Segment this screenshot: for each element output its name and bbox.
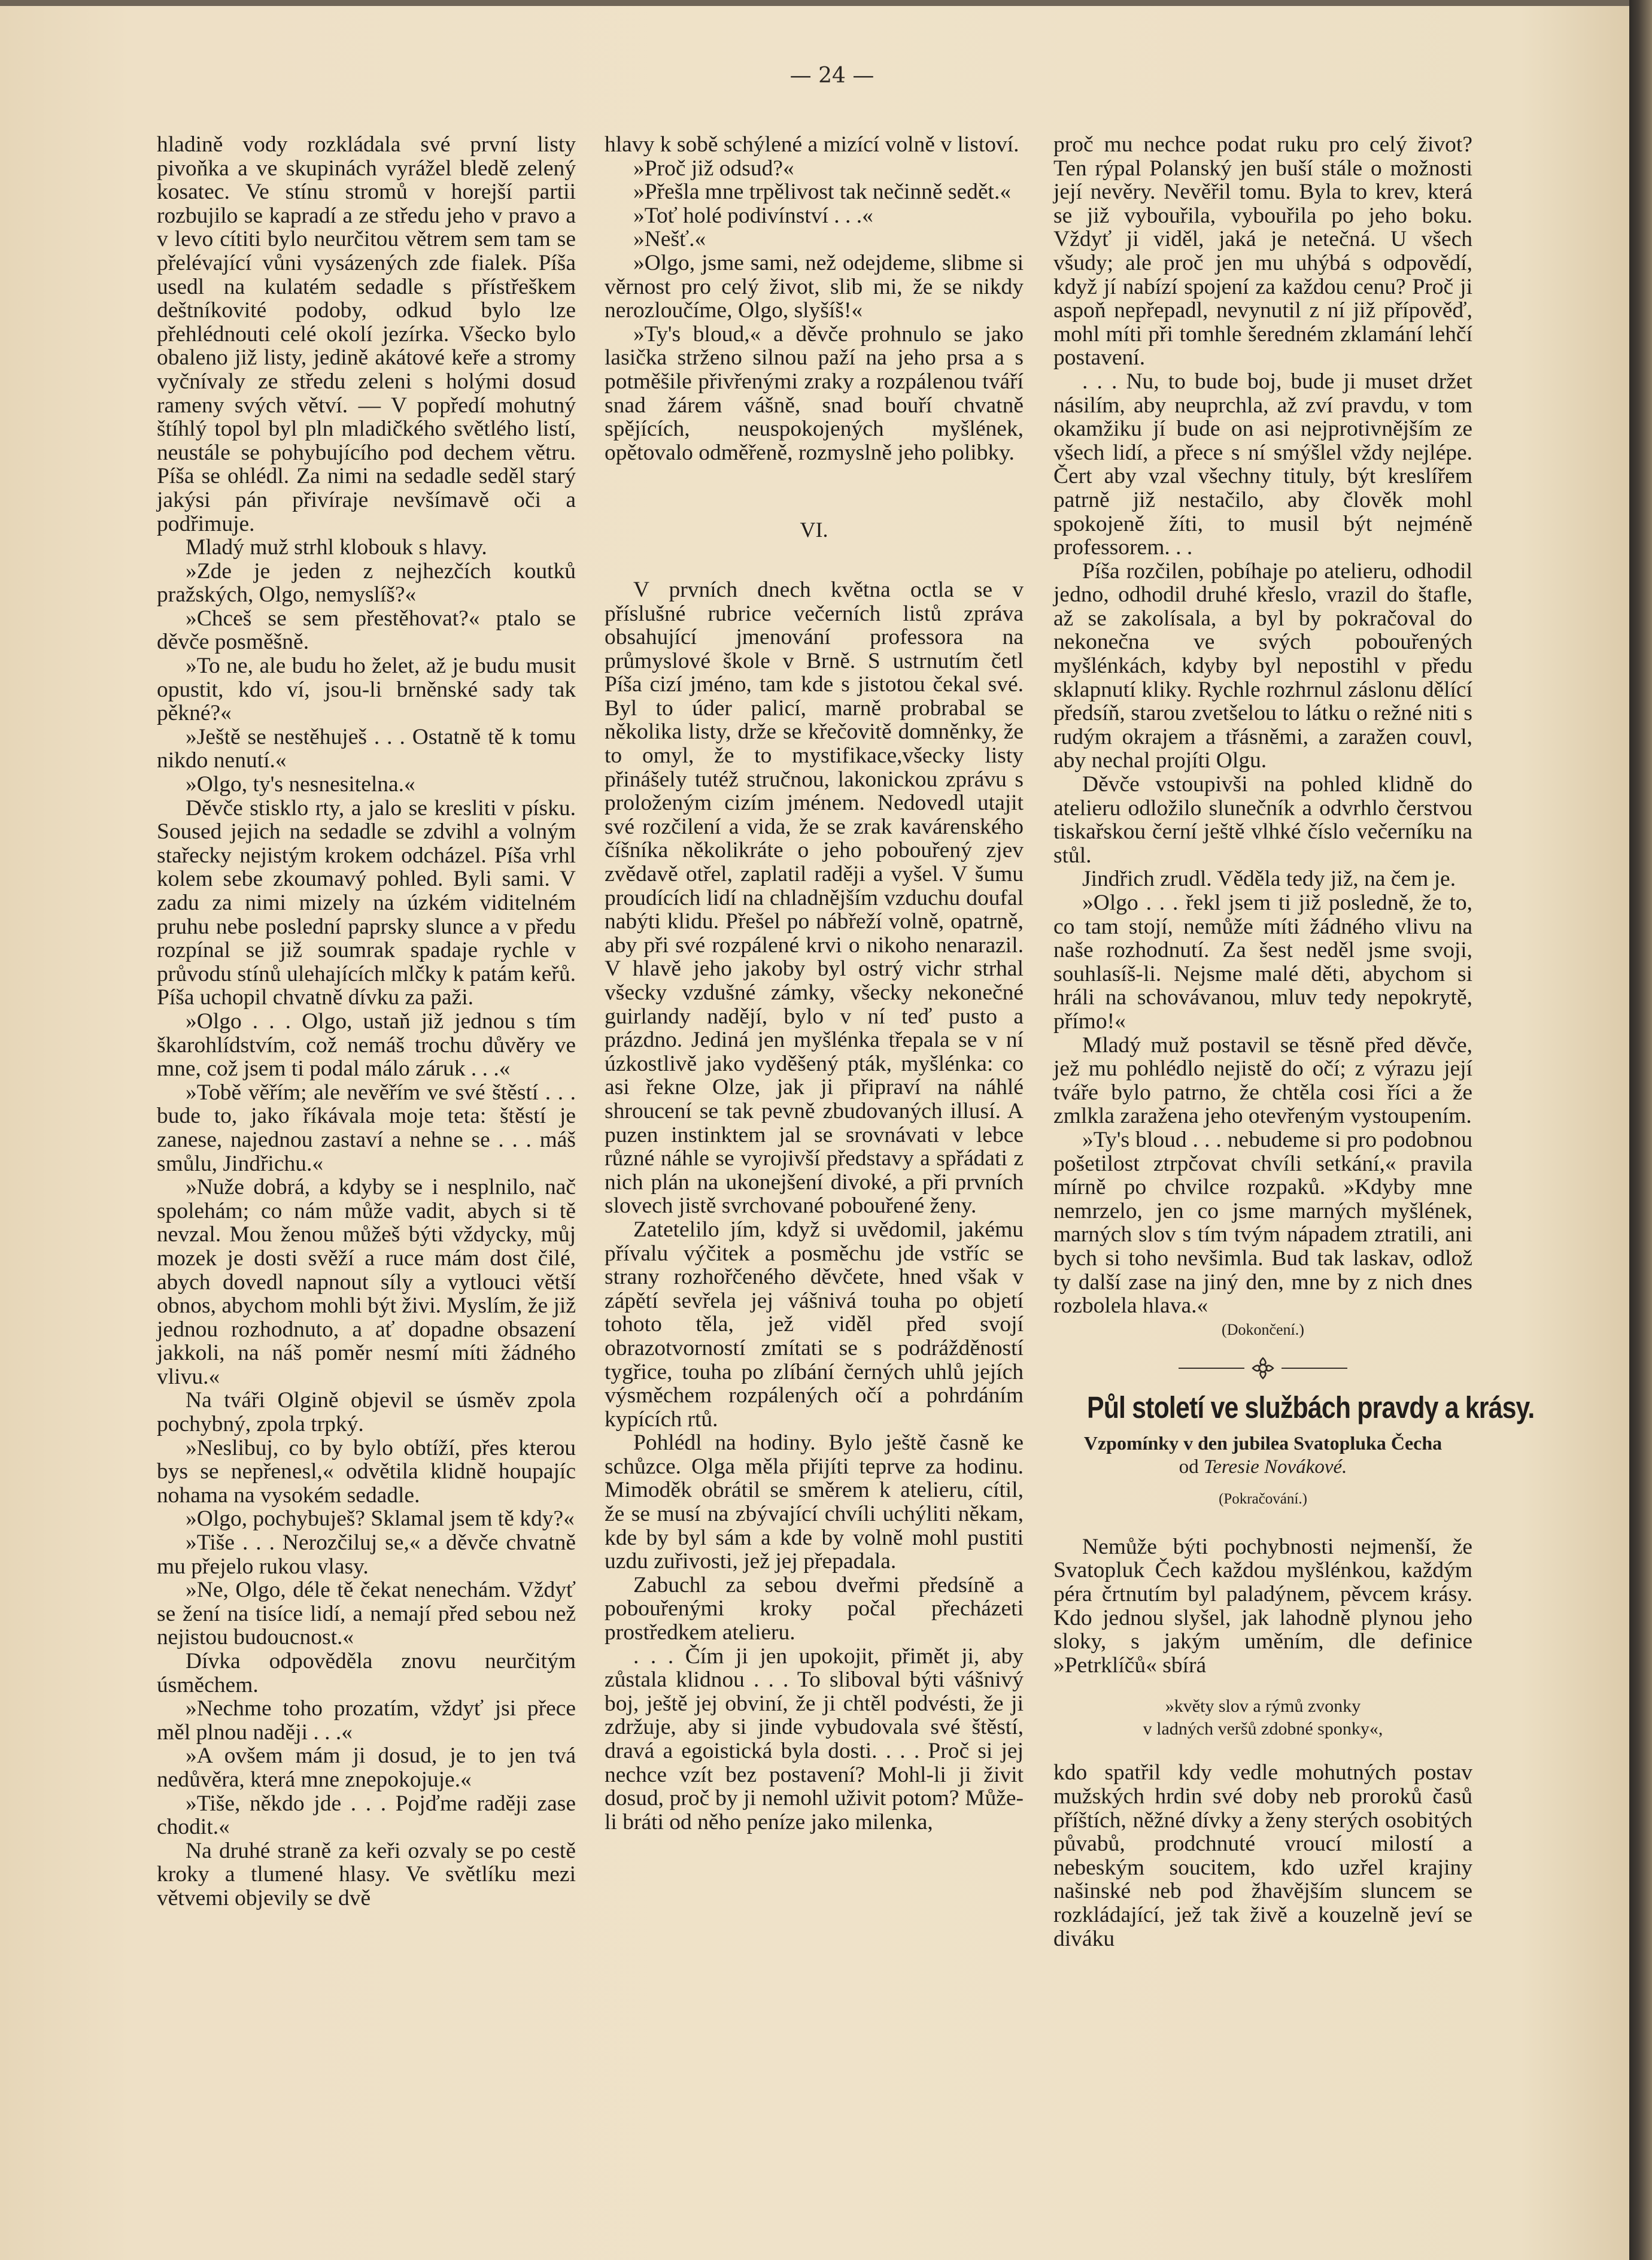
column-3 (1053, 132, 1535, 2240)
paragraph: »Nešť.« (633, 227, 706, 252)
paragraph: V prvních dnech května octla se v příslušné rubrice večerních listů zpráva obsahující jmenování professora na průmyslové škole v Brně. S ustrnutím četl Píša cizí jméno, tam kde s jistotou čekal své. Byl to úder palicí, marně probrabal se několika listy, drže se křečovitě domněnky, že to omyl, že to mystifikace,všecky listy přinášely tutéž stručnou, lakonickou zprávu s proloženým cizím jménem. Nedovedl utajit své rozčilení a vida, že se zrak kavárenského číšníka několikráte o jeho pobouřený zjev zvědavě otřel, zaplatil raději a vyšel. V šumu proudících lidí na chladnějším vzduchu doufal nabýti klidu. Přešel po nábřeží volně, opatrně, aby při své rozpálené krvi o nikoho nenarazil. V hlavě jeho jakoby byl ostrý vichr strhal všecky vzdušné zámky, všecky nekonečné guirlandy nadějí, bylo v ní teď pusto a prázdno. Jediná jen myšlénka třepala se v ní úzkostlivě jako vyděšený pták, myšlénka: co asi řekne Olze, jak ji připraví na náhlé shroucení se tak pevně zbudovaných illusí. A puzen instinktem jal se srovnávati v lebce různé náhle se vyrojivší představy a spřádati z nich plán na ukonejšení divoké, a při prvních slovech jistě svrchované pobouřené ženy. (605, 577, 1024, 1219)
column-2 (605, 133, 1024, 2240)
paragraph: »To ne, ale budu ho želet, až je budu musit opustit, kdo ví, jsou-li brněnské sady tak pěkné?« (157, 654, 576, 726)
ornament-divider (1053, 1354, 1472, 1382)
paragraph: Na tváři Olgině objevil se úsměv zpola pochybný, zpola trpký. (157, 1388, 576, 1437)
paragraph: Pohlédl na hodiny. Bylo ještě časně ke schůzce. Olga měla přijíti teprve za hodinu. Mimoděk obrátil se směrem k atelieru, cítil, že se musí na zbývající chvíli uchýliti někam, kde by byl sám a kde by volně mohl pustiti uzdu zuřivosti, jež jej přepadala. (605, 1430, 1024, 1574)
flourish-icon (1249, 1354, 1277, 1382)
paragraph: »Chceš se sem přestěhovat?« ptalo se děvče posměšně. (157, 606, 576, 655)
paragraph: »Toť holé podivínství . . .« (633, 203, 873, 228)
page-binding-edge (1629, 0, 1652, 2260)
paragraph: »Olgo, jsme sami, než odejdeme, slibme si věrnost pro celý život, slib mi, že se nikdy nerozloučíme, Olgo, slyšíš!« (605, 250, 1024, 323)
paragraph: Dívka odpověděla znovu neurčitým úsměchem. (157, 1649, 576, 1697)
paragraph: »Tobě věřím; ale nevěřím ve své štěstí . . . bude to, jako říkávala moje teta: štěstí je zanese, najednou zastaví a nehne se . . . máš smůlu, Jindřichu.« (157, 1080, 576, 1176)
paragraph: Na druhé straně za keři ozvaly se po cestě kroky a tlumené hlasy. Ve světlíku mezi větvemi objevily se dvě (157, 1838, 576, 1910)
paragraph: »Ještě se nestěhuješ . . . Ostatně tě k tomu nikdo nenutí.« (157, 724, 576, 773)
verse-quote (1053, 1695, 1472, 1740)
paragraph: Děvče vstoupivši na pohled klidně do atelieru odložilo slunečník a odvrhlo čerstvou tiskařskou černí ještě vlhké číslo večerníku na stůl. (1053, 772, 1472, 868)
paragraph: hladině vody rozkládala své první listy pivoňka a ve skupinách vyrážel bledě zelený kosatec. Ve stínu stromů v horejší partii rozbujilo se kapradí a ze středu jeho v pravo a v levo cítiti bylo neurčitou větrem sem tam se přelévající vůni vysázených zde fialek. Píša usedl na kulatém sedadle s přístřeškem deštníkovité podoby, odkud bylo lze přehlédnouti celé okolí jezírka. Všecko bylo obaleno již listy, jedině akátové keře a stromy vyčnívaly ze středu zeleni s holými dosud rameny svých větví. — V popředí mohutný štíhlý topol byl pln mladičkého světlého listí, neustále se pohybujícího pod dechem větru. Píša se ohlédl. Za nimi na sedadle seděl starý jakýsi pán přivíraje nevšímavě oči a podřimuje. (157, 132, 576, 536)
paragraph: »Olgo . . . Olgo, ustaň již jednou s tím škarohlídstvím, což nemáš trochu důvěry ve mne, což jsem ti podal málo záruk . . .« (157, 1009, 576, 1082)
paragraph: Píša rozčilen, pobíhaje po atelieru, odhodil jedno, odhodil druhé křeslo, vrazil do štafle, až se zakolísala, a byl by pokračoval do nekonečna ve svých pobouřených myšlénkách, kdyby byl nepostihl v předu sklapnutí kliky. Rychle rozhrnul záslonu dělící předsíň, starou zvetšelou to látku o režné niti s rudým okrajem a třásněmi, a zaražen couvl, aby nechal projíti Olgu. (1053, 558, 1472, 773)
paragraph: »Proč již odsud?« (633, 156, 794, 181)
paragraph: »Tiše, někdo jde . . . Pojďme raději zase chodit.« (157, 1791, 576, 1840)
article-title: Půl století ve službách pravdy a krásy. (1087, 1390, 1535, 1425)
verse-line: »květy slov a rýmů zvonky (1165, 1696, 1361, 1717)
paragraph: »Olgo, ty's nesnesitelna.« (186, 772, 415, 797)
article-byline (1053, 1455, 1472, 1479)
paragraph: »Olgo . . . řekl jsem ti již posledně, že to, co tam stojí, nemůže míti žádného vlivu na naše rozhodnutí. Za šest neděl jsme svoji, souhlasíš-li. Nejsme malé děti, abychom si hráli na schovávanou, mluv tedy nepokrytě, přímo!« (1053, 891, 1472, 1034)
column-1 (157, 133, 576, 2240)
paragraph: Zatetelilo jím, když si uvědomil, jakému přívalu výčitek a posměchu jde vstříc se strany rozhořčeného děvčete, hned však v zápětí sevřela jej vášnivá touha po objetí tohoto těla, jež viděl před svojí obrazotvorností zmítati se s podrážděností tygřice, touha po zlíbání černých uhlů jejích výsměchem rozpálených očí a pohrdáním kypících rtů. (605, 1217, 1024, 1432)
paragraph: »Neslibuj, co by bylo obtíží, přes kterou bys se nepřenesl,« odvětila klidně houpajíc nohama na vysokém sedadle. (157, 1435, 576, 1508)
paragraph: »Nechme toho prozatím, vždyť jsi přece měl plnou naději . . .« (157, 1696, 576, 1745)
continuation-note: (Pokračování.) (1219, 1491, 1307, 1508)
ornament-rule-left (1179, 1368, 1244, 1369)
paragraph: Mladý muž postavil se těsně před děvče, jež mu pohlédlo nejistě do očí; z výrazu její tváře bylo patrno, že chtěla cosi říci a že zmlkla zaražena jeho otevřeným vystoupením. (1053, 1032, 1472, 1129)
paragraph: »Ne, Olgo, déle tě čekat nenechám. Vždyť se žení na tisíce lidí, a nemají před sebou než nejistou budoucnost.« (157, 1578, 576, 1650)
verse-line: v ladných veršů zdobné sponky«, (1143, 1719, 1383, 1739)
paragraph: »Olgo, pochybuješ? Sklamal jsem tě kdy?« (186, 1506, 575, 1532)
paragraph: Zabuchl za sebou dveřmi předsíně a pobouřenými kroky počal přecházeti prostředkem atelieru. (605, 1572, 1024, 1645)
paragraph: proč mu nechce podat ruku pro celý život? Ten rýpal Polanský jen buší stále o možnosti její nevěry. Nevěřil tomu. Byla to krev, která se již vybouřila, vybouřila po jeho boku. Vždyť ji viděl, jaká je netečná. U všech všudy; ale proč jen mu uhýbá s odpovědí, když jí nabízí spojení za každou cenu? Proč ji aspoň nepřepadl, nevynutil z ní již přípověď, mohl míti při tomhle šeredném zklamání lehčí postavení. (1053, 132, 1472, 370)
paragraph: »Ty's bloud,« a děvče prohnulo se jako lasička strženo silnou paží na jeho prsa a s potměšile přivřenými zraky a rozpálenou tváří snad žárem vášně, snad bouří chvatně spějících, neuspokojených myšlének, opětovalo odměřeně, rozmyslně jeho polibky. (605, 321, 1024, 465)
paragraph: Mladý muž strhl klobouk s hlavy. (186, 535, 487, 560)
article-subtitle: Vzpomínky v den jubilea Svatopluka Čecha (1083, 1432, 1443, 1454)
page-top-edge (0, 0, 1652, 6)
paragraph: »Ty's bloud . . . nebudeme si pro podobnou pošetilost ztrpčovat chvíli setkání,« pravila mírně po chvilce rozpaků. »Kdyby mne nemrzelo, jen co jsme marných myšlének, marných slov s tím tvým nápadem ztratili, ani bych si toho nevšimla. Bud tak laskav, odlož ty další zase na jiný den, mne by z nich dnes rozbolela hlava.« (1053, 1127, 1472, 1319)
paragraph: hlavy k sobě schýlené a mizící volně v listoví. (605, 132, 1019, 157)
paragraph: Jindřich zrudl. Věděla tedy již, na čem je. (1082, 867, 1456, 892)
byline-prefix: od (1179, 1456, 1199, 1478)
paragraph: kdo spatřil kdy vedle mohutných postav mužských hrdin své doby neb proroků časů příštích, něžné dívky a ženy sterých osobitých půvabů, prodchnuté vroucí milostí a nebeským soucitem, kdo uzřel krajiny našinské neb pod žhavějším sluncem se rozkládající, jež tak živě a kouzelně jeví se diváku (1053, 1760, 1472, 1951)
paragraph: »Přešla mne trpělivost tak nečinně sedět.« (633, 180, 1012, 205)
paragraph: »Tiše . . . Nerozčiluj se,« a děvče chvatně mu přejelo rukou vlasy. (157, 1530, 576, 1579)
paragraph: »Zde je jeden z nejhezčích koutků pražských, Olgo, nemyslíš?« (157, 558, 576, 607)
paragraph: »Nuže dobrá, a kdyby se i nesplnilo, nač spolehám; co nám může vadit, abych si tě nevzal. Mou ženou můžeš býti vždycky, můj mozek je dosti svěží a ruce mám dost čilé, abych dovedl napnout síly a vytlouci větší obnos, abychom mohli být živi. Myslím, že již jednou rozhodnuto, a ať dopadne obsazení jakkoli, na náš poměr nesmí míti žádného vlivu.« (157, 1175, 576, 1389)
paragraph: Děvče stisklo rty, a jalo se kresliti v písku. Soused jejich na sedadle se zdvihl a volným stařecky nejistým krokem odcházel. Píša vrhl kolem sebe zkoumavý pohled. Byli sami. V zadu za nimi mizely na úzkém viditelném pruhu nebe poslední paprsky slunce a v předu rozpínal se již soumrak spadaje rychle v průvodu stínů ulehajících mlčky k patám keřů. Píša uchopil chvatně dívku za paži. (157, 795, 576, 1010)
article-author: Teresie Novákové. (1203, 1456, 1347, 1478)
paragraph: . . . Čím ji jen upokojit, přimět ji, aby zůstala klidnou . . . To sliboval býti vášnivý boj, ještě jej obviní, že ji chtěl podvésti, že ji zdržuje, aby si jinde vybudovala své štěstí, dravá a egoistická byla dosti. . . . Proč si jej nechce vzít bez postavení? Mohl-li ji živit dosud, proč by ji nemohl uživit potom? Může-li bráti od něho peníze jako milenka, (605, 1644, 1024, 1834)
page-number: — 24 — (789, 63, 874, 88)
end-note: (Dokončení.) (1222, 1320, 1304, 1338)
paragraph: Nemůže býti pochybnosti nejmenší, že Svatopluk Čech každou myšlénkou, každým péra črtnutím byl paladýnem, pěvcem krásy. Kdo jednou slyšel, jak lahodně plynou jeho sloky, s jakým uměním, dle definice »Petrklíčů« sbírá (1053, 1534, 1472, 1678)
ornament-rule-right (1281, 1368, 1347, 1369)
section-number: VI. (800, 518, 828, 542)
paragraph: »A ovšem mám ji dosud, je to jen tvá nedůvěra, která mne znepokojuje.« (157, 1743, 576, 1792)
paragraph: . . . Nu, to bude boj, bude ji muset držet násilím, aby neuprchla, až zví pravdu, v tom okamžiku jí bude on asi nejprotivnějším ze všech lidí, a přece s ní smýšlel vždy nejlépe. Čert aby vzal všechny tituly, být kreslířem patrně již nestačilo, aby člověk mohl spokojeně žíti, to musil být nejméně professorem. . . (1053, 369, 1472, 560)
